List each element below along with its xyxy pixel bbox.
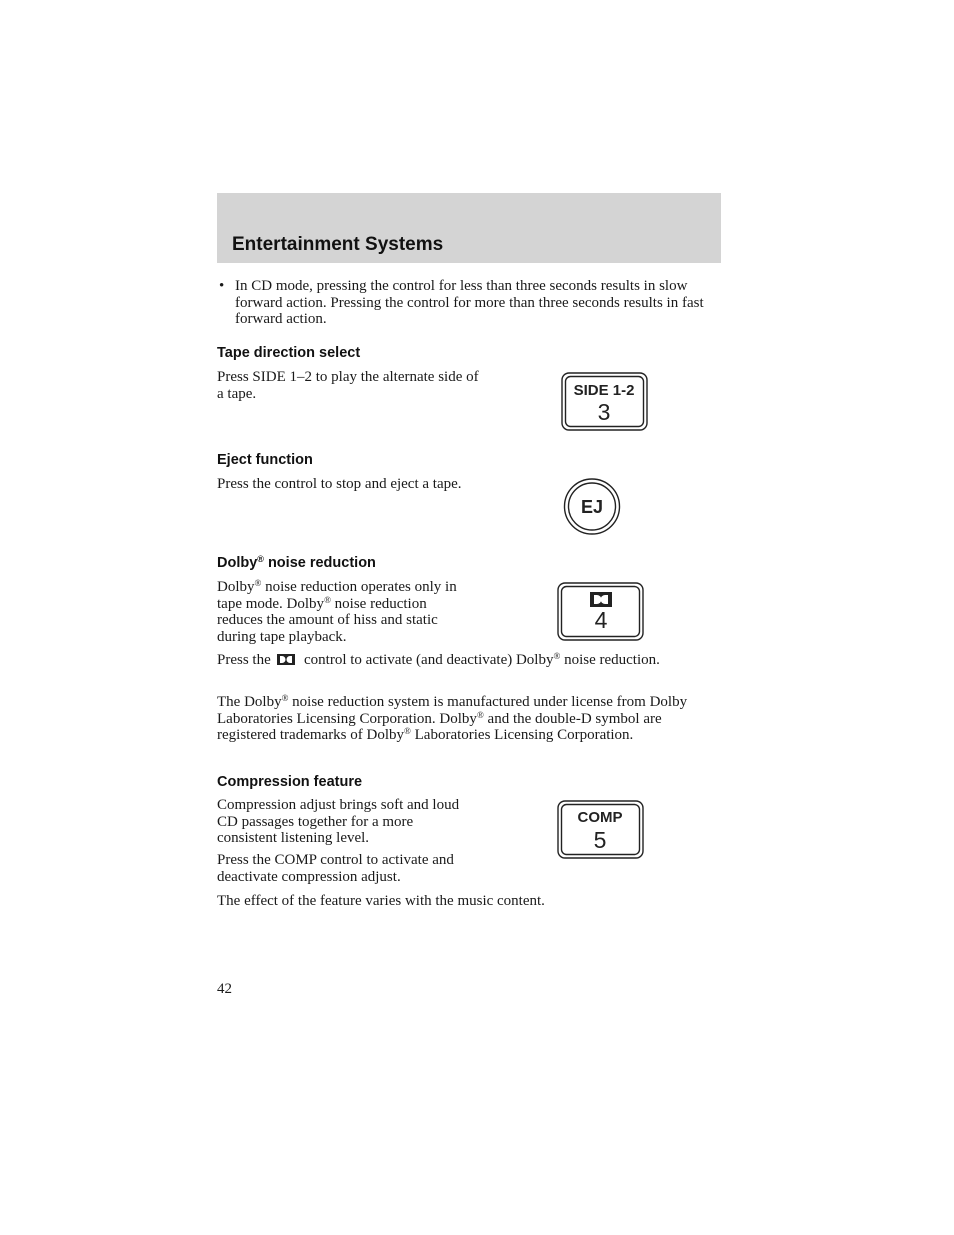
compression-text: Compression adjust brings soft and loud CD passages together for a more consistent listening level. xyxy=(217,797,460,847)
page-number: 42 xyxy=(217,981,232,997)
dolby-license-part: and the double-D symbol are registered trademarks of Dolby xyxy=(217,710,662,744)
registered-mark: ® xyxy=(404,726,411,737)
dolby-heading-mark: ® xyxy=(257,554,264,564)
bullet-text: In CD mode, pressing the control for less than three seconds results in slow forward action. Pressing the control for more than three seconds results in fast forward action. xyxy=(235,278,704,328)
dolby-heading xyxy=(217,555,376,571)
side-1-2-button[interactable] xyxy=(561,372,648,432)
dolby-press-part: control to activate (and deactivate) Dolby xyxy=(304,652,554,668)
dolby-license-part: noise reduction system is manufactured under license from Dolby Laboratories Licensing Corporation. Dolby xyxy=(217,694,688,727)
registered-mark: ® xyxy=(281,693,289,703)
section-header-band xyxy=(217,193,721,263)
dolby-button[interactable] xyxy=(557,582,644,642)
registered-mark: ® xyxy=(553,651,561,661)
dolby-text-part: Dolby xyxy=(217,579,255,595)
dolby-license-part: Laboratories Licensing Corporation. xyxy=(410,727,634,744)
section-title: Entertainment Systems xyxy=(232,234,444,255)
dolby-button-number: 4 xyxy=(594,607,608,633)
side-1-2-button-number: 3 xyxy=(597,399,611,425)
comp-button-number: 5 xyxy=(593,827,607,853)
compression-heading: Compression feature xyxy=(217,774,363,790)
compression-press-text: Press the COMP control to activate and deactivate compression adjust. xyxy=(217,852,454,885)
bullet-marker: • xyxy=(219,278,225,294)
dolby-text-part: noise reduction reduces the amount of hiss and static during tape playback. xyxy=(217,595,438,645)
dolby-press-part: noise reduction. xyxy=(560,652,660,668)
dolby-press-part: Press the xyxy=(217,652,271,668)
dolby-heading-rest: noise reduction xyxy=(263,555,376,571)
double-d-icon xyxy=(590,592,612,607)
eject-button-label: EJ xyxy=(580,497,604,517)
comp-button[interactable] xyxy=(557,800,644,860)
tape-direction-heading: Tape direction select xyxy=(217,345,361,361)
eject-button[interactable] xyxy=(562,477,622,536)
comp-button-label: COMP xyxy=(577,809,623,826)
registered-mark: ® xyxy=(476,709,484,720)
side-1-2-button-label: SIDE 1-2 xyxy=(573,382,635,399)
registered-mark: ® xyxy=(254,578,262,588)
registered-mark: ® xyxy=(324,594,331,605)
compression-effect-text: The effect of the feature varies with the music content. xyxy=(217,893,545,909)
eject-text: Press the control to stop and eject a tape. xyxy=(217,476,462,492)
tape-direction-text: Press SIDE 1–2 to play the alternate side of a tape. xyxy=(217,369,479,402)
dolby-license-text xyxy=(217,694,713,744)
dolby-text-part: noise reduction operates only in tape mode. Dolby xyxy=(217,579,457,612)
eject-heading: Eject function xyxy=(217,452,313,468)
double-d-icon xyxy=(277,654,295,665)
dolby-press-text xyxy=(217,652,707,669)
dolby-license-part: The Dolby xyxy=(217,694,282,710)
dolby-heading-word: Dolby xyxy=(217,555,258,571)
dolby-text xyxy=(217,579,473,645)
